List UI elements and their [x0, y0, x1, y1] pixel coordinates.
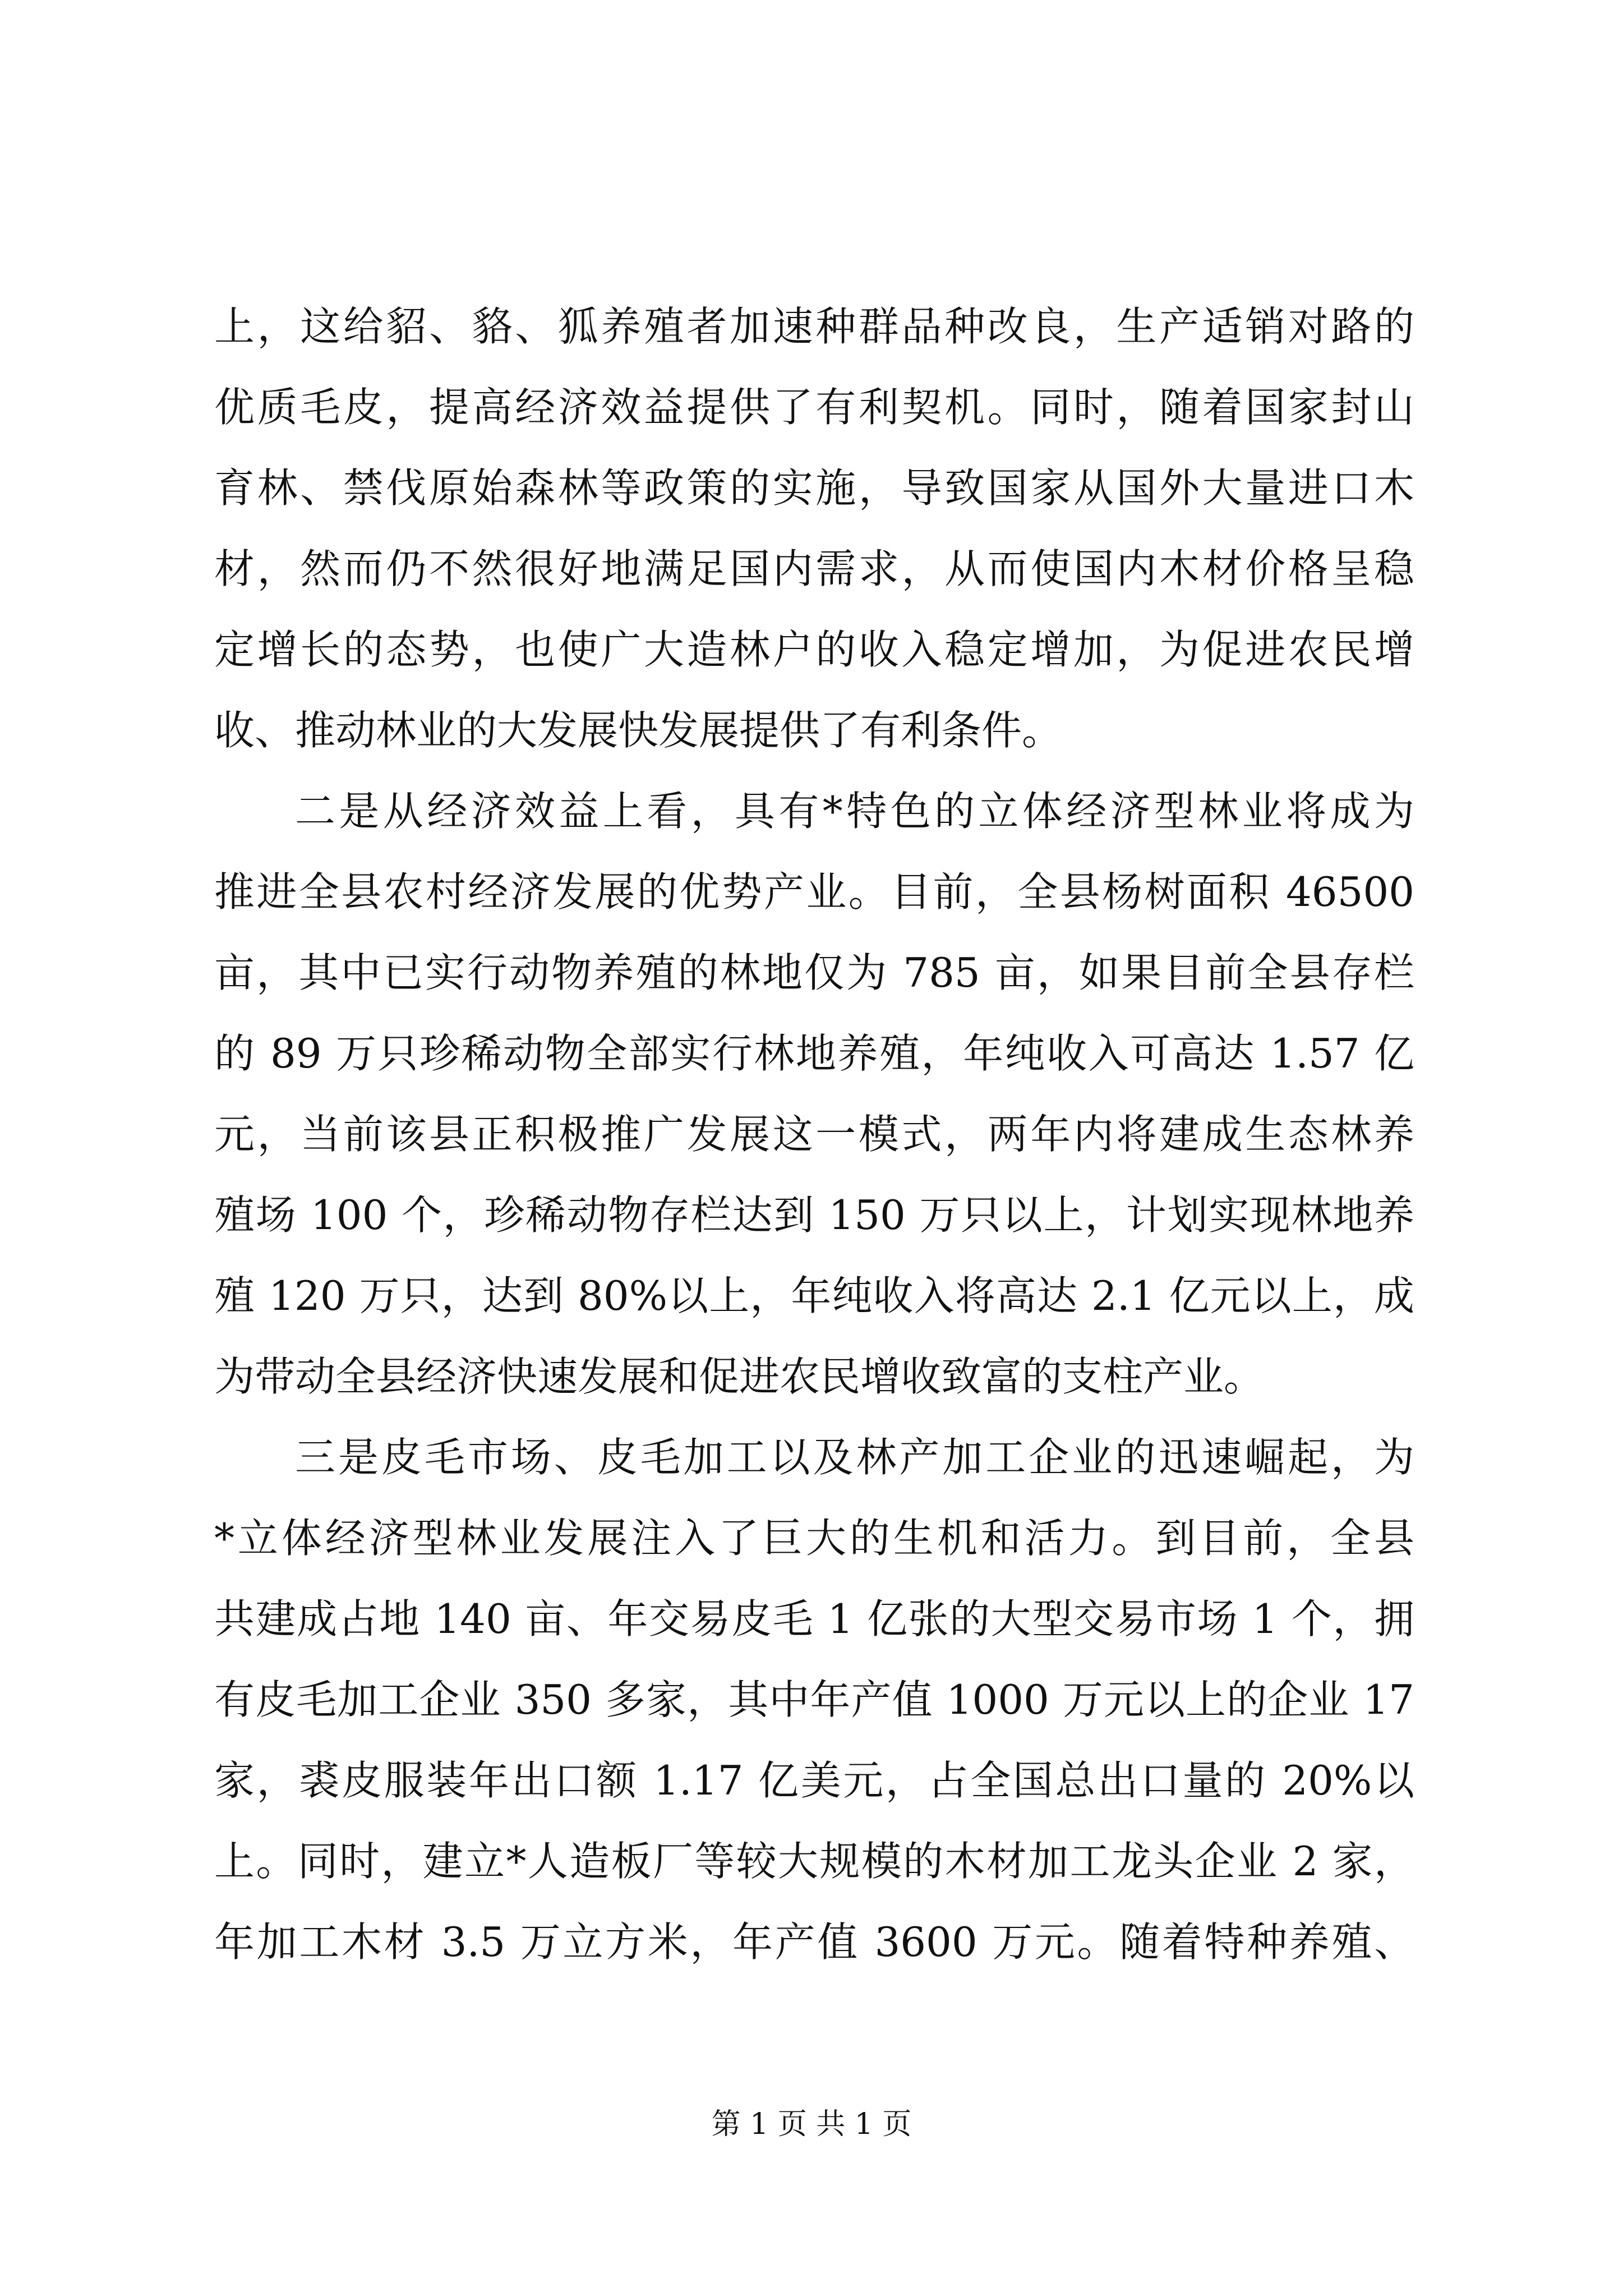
- text-line: 定增长的态势，也使广大造林户的收入稳定增加，为促进农民增: [214, 626, 1414, 673]
- text-line: *立体经济型林业发展注入了巨大的生机和活力。到目前，全县: [214, 1515, 1414, 1562]
- text-line: 殖 120 万只，达到 80%以上，年纯收入将高达 2.1 亿元以上，成: [214, 1272, 1414, 1319]
- paragraph-first-line: 三是皮毛市场、皮毛加工以及林产加工企业的迅速崛起，为: [295, 1434, 1414, 1481]
- page-number-footer: 第 1 页 共 1 页: [711, 2108, 912, 2141]
- text-line: 殖场 100 个，珍稀动物存栏达到 150 万只以上，计划实现林地养: [214, 1191, 1414, 1239]
- text-line: 育林、禁伐原始森林等政策的实施，导致国家从国外大量进口木: [214, 464, 1414, 512]
- text-line: 推进全县农村经济发展的优势产业。目前，全县杨树面积 46500: [214, 868, 1414, 915]
- text-line: 上。同时，建立*人造板厂等较大规模的木材加工龙头企业 2 家，: [214, 1838, 1414, 1885]
- text-line: 年加工木材 3.5 万立方米，年产值 3600 万元。随着特种养殖、: [214, 1918, 1414, 1966]
- text-line: 上，这给貂、貉、狐养殖者加速种群品种改良，生产适销对路的: [214, 303, 1414, 350]
- text-line: 元，当前该县正积极推广发展这一模式，两年内将建成生态林养: [214, 1111, 1414, 1158]
- text-line: 有皮毛加工企业 350 多家，其中年产值 1000 万元以上的企业 17: [214, 1676, 1414, 1723]
- text-line: 材，然而仍不然很好地满足国内需求，从而使国内木材价格呈稳: [214, 545, 1414, 592]
- text-line: 家，裘皮服装年出口额 1.17 亿美元，占全国总出口量的 20%以: [214, 1757, 1414, 1804]
- paragraph-first-line: 二是从经济效益上看，具有*特色的立体经济型林业将成为: [295, 788, 1414, 835]
- text-line: 共建成占地 140 亩、年交易皮毛 1 亿张的大型交易市场 1 个，拥: [214, 1595, 1414, 1642]
- text-line: 亩，其中已实行动物养殖的林地仅为 785 亩，如果目前全县存栏: [214, 949, 1414, 996]
- text-line: 收、推动林业的大发展快发展提供了有利条件。: [214, 707, 1063, 754]
- text-line: 的 89 万只珍稀动物全部实行林地养殖，年纯收入可高达 1.57 亿: [214, 1030, 1414, 1077]
- document-body: [214, 286, 1414, 1982]
- text-line: 优质毛皮，提高经济效益提供了有利契机。同时，随着国家封山: [214, 384, 1414, 431]
- text-line: 为带动全县经济快速发展和促进农民增收致富的支柱产业。: [214, 1353, 1265, 1400]
